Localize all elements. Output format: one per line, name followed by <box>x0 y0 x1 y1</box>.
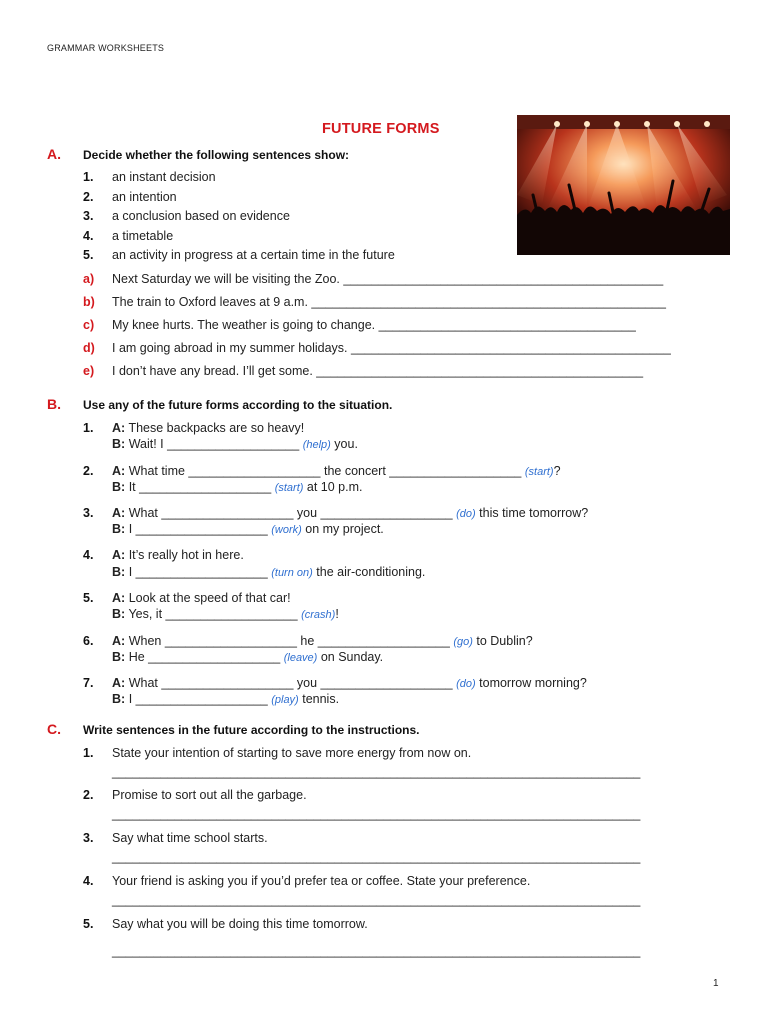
option-number: 2. <box>83 190 94 204</box>
page-header: GRAMMAR WORKSHEETS <box>47 43 165 53</box>
option-number: 1. <box>83 170 94 184</box>
answer-line[interactable]: ____________________________________________________________________________ <box>112 765 641 779</box>
instruction-text: State your intention of starting to save more energy from now on. <box>112 746 472 760</box>
section-b-letter: B. <box>47 396 61 412</box>
page-number: 1 <box>713 978 719 989</box>
sentence-letter: d) <box>83 341 95 355</box>
dialogue-line-a[interactable]: A: What ___________________ you ___________________ (do) tomorrow morning? <box>112 676 587 690</box>
verb-hint: (turn on) <box>271 567 313 579</box>
instruction-number: 5. <box>83 917 94 931</box>
dialogue-line-b[interactable]: B: Wait! I ___________________ (help) you. <box>112 437 358 451</box>
dialogue-number: 6. <box>83 634 94 648</box>
option-text: a timetable <box>112 229 174 243</box>
section-b-instruction: Use any of the future forms according to the situation. <box>83 398 393 412</box>
section-a-instruction: Decide whether the following sentences show: <box>83 148 350 162</box>
verb-hint: (work) <box>271 524 302 536</box>
answer-line[interactable]: ____________________________________________________________________________ <box>112 893 641 907</box>
answer-line[interactable]: ____________________________________________________________________________ <box>112 807 641 821</box>
dialogue-line-a[interactable]: A: What ___________________ you ___________________ (do) this time tomorrow? <box>112 506 589 520</box>
sentence-letter: b) <box>83 295 95 309</box>
option-number: 3. <box>83 209 94 223</box>
option-text: an activity in progress at a certain time in the future <box>112 248 395 262</box>
sentence-text[interactable]: My knee hurts. The weather is going to change. _____________________________________ <box>112 318 636 332</box>
instruction-text: Promise to sort out all the garbage. <box>112 788 307 802</box>
option-text: an intention <box>112 190 177 204</box>
instruction-text: Your friend is asking you if you’d prefer tea or coffee. State your preference. <box>112 874 531 888</box>
verb-hint: (help) <box>302 439 331 451</box>
dialogue-line-a: A: Look at the speed of that car! <box>112 591 291 605</box>
verb-hint: (do) <box>456 678 476 690</box>
concert-photo <box>517 115 730 255</box>
dialogue-line-a[interactable]: A: What time ___________________ the concert ___________________ (start)? <box>112 464 561 478</box>
dialogue-line-b[interactable]: B: It ___________________ (start) at 10 p.m. <box>112 480 363 494</box>
dialogue-number: 4. <box>83 548 94 562</box>
instruction-number: 2. <box>83 788 94 802</box>
sentence-text[interactable]: I am going abroad in my summer holidays. ______________________________________________ <box>112 341 671 355</box>
dialogue-line-b[interactable]: B: I ___________________ (turn on) the air-conditioning. <box>112 565 426 579</box>
section-c-instruction: Write sentences in the future according to the instructions. <box>83 723 420 737</box>
verb-hint: (start) <box>524 466 554 478</box>
sentence-text[interactable]: I don’t have any bread. I’ll get some. _______________________________________________ <box>112 364 644 378</box>
dialogue-number: 3. <box>83 506 94 520</box>
dialogue-line-b[interactable]: B: He ___________________ (leave) on Sunday. <box>112 650 384 664</box>
answer-line[interactable]: ____________________________________________________________________________ <box>112 850 641 864</box>
dialogue-number: 7. <box>83 676 94 690</box>
instruction-number: 3. <box>83 831 94 845</box>
dialogue-number: 2. <box>83 464 94 478</box>
dialogue-number: 1. <box>83 421 94 435</box>
dialogue-line-a[interactable]: A: When ___________________ he ___________________ (go) to Dublin? <box>112 634 533 648</box>
dialogue-line-b[interactable]: B: I ___________________ (work) on my project. <box>112 522 384 536</box>
instruction-number: 1. <box>83 746 94 760</box>
option-text: an instant decision <box>112 170 216 184</box>
verb-hint: (start) <box>274 482 304 494</box>
dialogue-line-a: A: It’s really hot in here. <box>112 548 244 562</box>
verb-hint: (crash) <box>301 609 336 621</box>
sentence-letter: e) <box>83 364 95 378</box>
dialogue-line-a[interactable]: A: These backpacks are so heavy! <box>112 421 305 435</box>
section-a-letter: A. <box>47 146 61 162</box>
sentence-letter: c) <box>83 318 95 332</box>
option-number: 4. <box>83 229 94 243</box>
verb-hint: (leave) <box>283 652 318 664</box>
instruction-text: Say what you will be doing this time tomorrow. <box>112 917 368 931</box>
instruction-number: 4. <box>83 874 94 888</box>
dialogue-number: 5. <box>83 591 94 605</box>
verb-hint: (play) <box>271 694 299 706</box>
sentence-text[interactable]: Next Saturday we will be visiting the Zoo. ______________________________________________ <box>112 272 664 286</box>
dialogue-line-b[interactable]: B: Yes, it ___________________ (crash)! <box>112 607 339 621</box>
sentence-letter: a) <box>83 272 95 286</box>
sentence-text[interactable]: The train to Oxford leaves at 9 a.m. ___________________________________________________ <box>112 295 666 309</box>
verb-hint: (go) <box>453 636 473 648</box>
section-c-letter: C. <box>47 721 61 737</box>
instruction-text: Say what time school starts. <box>112 831 268 845</box>
dialogue-line-b[interactable]: B: I ___________________ (play) tennis. <box>112 692 340 706</box>
option-text: a conclusion based on evidence <box>112 209 290 223</box>
verb-hint: (do) <box>456 508 476 520</box>
answer-line[interactable]: ____________________________________________________________________________ <box>112 944 641 958</box>
page-title: FUTURE FORMS <box>322 121 440 137</box>
option-number: 5. <box>83 248 94 262</box>
